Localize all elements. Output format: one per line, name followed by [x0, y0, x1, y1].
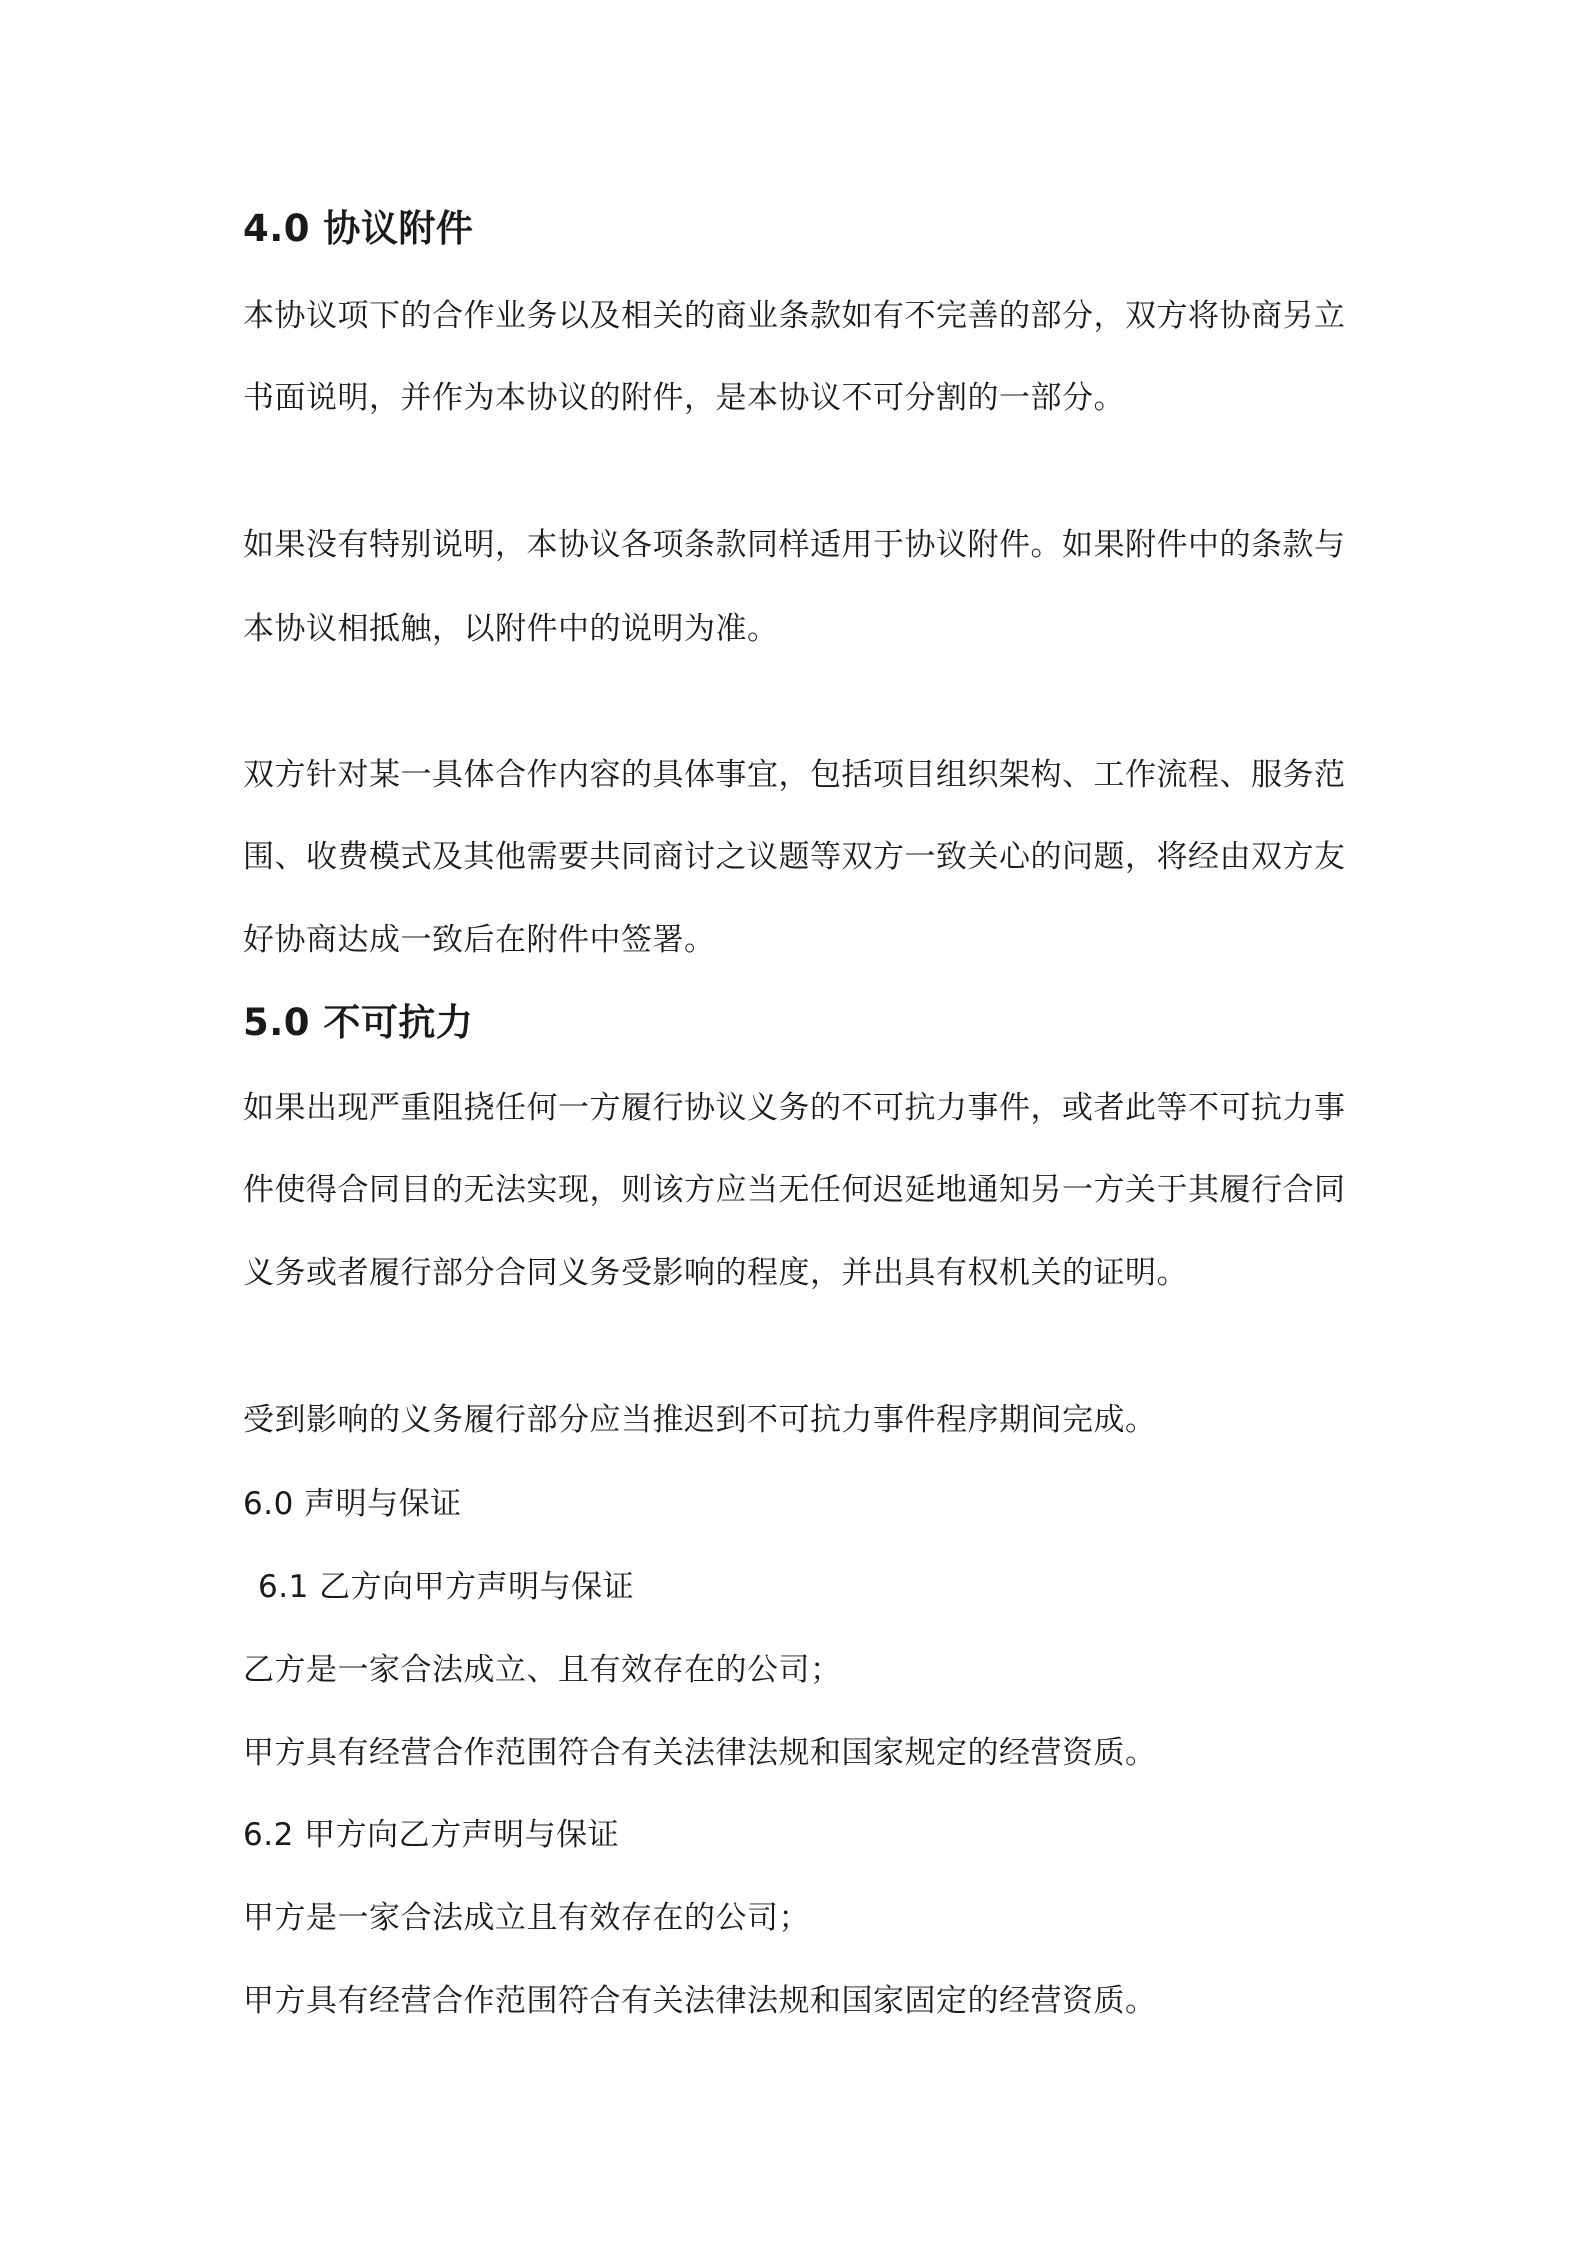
section-6-1-heading: 6.1 乙方向甲方声明与保证	[258, 1569, 635, 1605]
section-4-paragraph-1-line-1: 本协议项下的合作业务以及相关的商业条款如有不完善的部分，双方将协商另立	[243, 298, 1346, 334]
section-5-heading: 5.0 不可抗力	[243, 1001, 474, 1044]
section-6-1-line-2: 甲方具有经营合作范围符合有关法律法规和国家规定的经营资质。	[243, 1735, 1157, 1771]
section-6-2-heading: 6.2 甲方向乙方声明与保证	[243, 1817, 620, 1853]
section-5-paragraph-1-line-3: 义务或者履行部分合同义务受影响的程度，并出具有权机关的证明。	[243, 1255, 1188, 1291]
section-6-2-line-2: 甲方具有经营合作范围符合有关法律法规和国家固定的经营资质。	[243, 1983, 1157, 2019]
section-6-heading: 6.0 声明与保证	[243, 1486, 462, 1522]
section-4-heading: 4.0 协议附件	[243, 207, 474, 250]
section-4-paragraph-2-line-2: 本协议相抵触，以附件中的说明为准。	[243, 611, 779, 647]
section-5-paragraph-1-line-1: 如果出现严重阻挠任何一方履行协议义务的不可抗力事件，或者此等不可抗力事	[243, 1090, 1346, 1126]
section-5-paragraph-1-line-2: 件使得合同目的无法实现，则该方应当无任何迟延地通知另一方关于其履行合同	[243, 1172, 1346, 1208]
section-4-paragraph-3-line-2: 围、收费模式及其他需要共同商讨之议题等双方一致关心的问题，将经由双方友	[243, 839, 1346, 875]
section-4-paragraph-1-line-2: 书面说明，并作为本协议的附件，是本协议不可分割的一部分。	[243, 380, 1125, 416]
section-4-paragraph-3-line-3: 好协商达成一致后在附件中签署。	[243, 922, 716, 958]
section-5-paragraph-2-line-1: 受到影响的义务履行部分应当推迟到不可抗力事件程序期间完成。	[243, 1402, 1157, 1438]
section-4-paragraph-2-line-1: 如果没有特别说明，本协议各项条款同样适用于协议附件。如果附件中的条款与	[243, 527, 1346, 563]
section-6-1-line-1: 乙方是一家合法成立、且有效存在的公司；	[243, 1652, 842, 1688]
section-4-paragraph-3-line-1: 双方针对某一具体合作内容的具体事宜，包括项目组织架构、工作流程、服务范	[243, 757, 1346, 793]
section-6-2-line-1: 甲方是一家合法成立且有效存在的公司；	[243, 1900, 810, 1936]
